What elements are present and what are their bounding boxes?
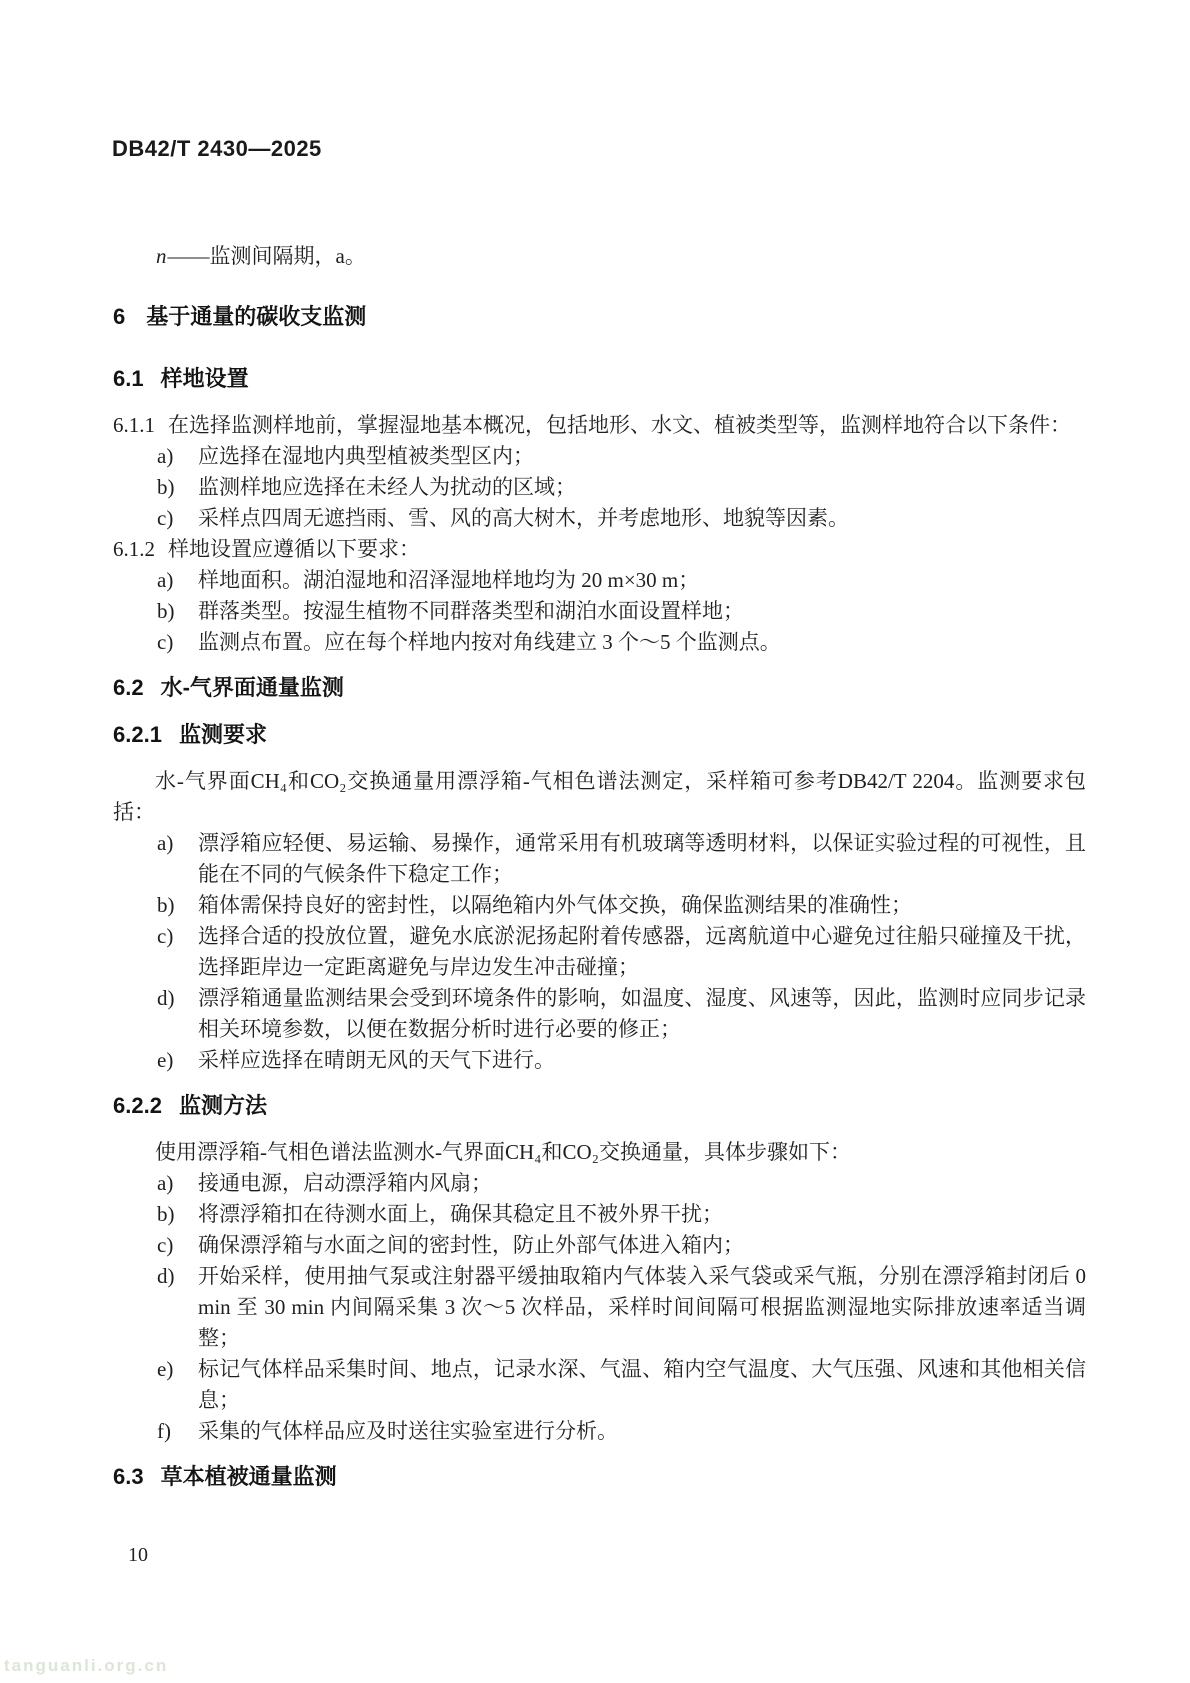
list-item-text: 将漂浮箱扣在待测水面上，确保其稳定且不被外界干扰； <box>198 1202 723 1226</box>
list-item <box>113 1416 1086 1447</box>
list-item <box>113 1230 1086 1261</box>
clause-6-1-2-list <box>113 565 1086 658</box>
list-item-label: a) <box>157 444 174 468</box>
clause-6-1-1-number: 6.1.1 <box>113 413 155 437</box>
section-6-1-heading <box>113 363 1086 394</box>
list-item <box>113 921 1086 983</box>
clause-6-1-2-text: 样地设置应遵循以下要求： <box>168 537 420 561</box>
clause-6-2-1-list <box>113 828 1086 1076</box>
list-item <box>113 565 1086 596</box>
list-item-label: a) <box>157 831 174 855</box>
section-6-2-number: 6.2 <box>113 675 144 700</box>
document-code-header: DB42/T 2430—2025 <box>112 136 322 161</box>
clause-6-2-2-list <box>113 1168 1086 1447</box>
section-6-2-2-heading <box>113 1090 1086 1121</box>
list-item-text: 漂浮箱应轻便、易运输、易操作，通常采用有机玻璃等透明材料，以保证实验过程的可视性，且能在不同的气候条件下稳定工作； <box>198 831 1086 886</box>
list-item-text: 监测点布置。应在每个样地内按对角线建立 3 个～5 个监测点。 <box>198 630 781 654</box>
list-item <box>113 596 1086 627</box>
symbol-variable: n <box>156 244 167 268</box>
list-item-text: 监测样地应选择在未经人为扰动的区域； <box>198 475 576 499</box>
section-6-2-1-heading <box>113 719 1086 750</box>
list-item <box>113 441 1086 472</box>
section-6-2-2-number: 6.2.2 <box>113 1093 162 1118</box>
paragraph-6-2-1: 水-气界面CH₄和CO₂交换通量用漂浮箱-气相色谱法测定，采样箱可参考DB42/T 2204。监测要求包括： <box>113 769 1086 824</box>
list-item <box>113 627 1086 658</box>
symbol-separator: —— <box>167 244 210 268</box>
section-6-2-title: 水-气界面通量监测 <box>160 675 344 700</box>
list-item-text: 标记气体样品采集时间、地点，记录水深、气温、箱内空气温度、大气压强、风速和其他相关信息； <box>198 1357 1086 1412</box>
list-item-text: 采样点四周无遮挡雨、雪、风的高大树木，并考虑地形、地貌等因素。 <box>198 506 849 530</box>
list-item-text: 应选择在湿地内典型植被类型区内； <box>198 444 534 468</box>
list-item <box>113 472 1086 503</box>
list-item-text: 漂浮箱通量监测结果会受到环境条件的影响，如温度、湿度、风速等，因此，监测时应同步记录相关环境参数，以便在数据分析时进行必要的修正； <box>198 986 1086 1041</box>
list-item-label: b) <box>157 599 175 623</box>
page-content <box>113 241 1086 1508</box>
list-item-label: d) <box>157 986 175 1010</box>
section-6-3-title: 草本植被通量监测 <box>160 1464 337 1489</box>
symbol-definition-line <box>113 241 1086 272</box>
symbol-description: 监测间隔期，a。 <box>209 244 366 268</box>
list-item-label: c) <box>157 506 174 530</box>
list-item-label: c) <box>157 630 174 654</box>
section-6-title: 基于通量的碳收支监测 <box>146 304 367 329</box>
watermark: tanguanli.org.cn <box>4 1656 169 1675</box>
section-6-3-heading <box>113 1461 1086 1492</box>
list-item <box>113 503 1086 534</box>
list-item <box>113 1045 1086 1076</box>
list-item-text: 箱体需保持良好的密封性，以隔绝箱内外气体交换，确保监测结果的准确性； <box>198 893 912 917</box>
clause-6-1-1-list <box>113 441 1086 534</box>
list-item-text: 确保漂浮箱与水面之间的密封性，防止外部气体进入箱内； <box>198 1233 744 1257</box>
list-item-text: 开始采样，使用抽气泵或注射器平缓抽取箱内气体装入采气袋或采气瓶，分别在漂浮箱封闭后 0 min 至 30 min 内间隔采集 3 次～5 次样品，采样时间间隔可根据监测湿地实际排放速率适当调整； <box>198 1264 1086 1350</box>
list-item-label: e) <box>157 1357 174 1381</box>
list-item-label: f) <box>157 1419 171 1443</box>
section-6-2-heading <box>113 672 1086 703</box>
list-item <box>113 1354 1086 1416</box>
list-item-label: a) <box>157 568 174 592</box>
list-item-label: e) <box>157 1048 174 1072</box>
list-item-text: 采样应选择在晴朗无风的天气下进行。 <box>198 1048 555 1072</box>
list-item-label: d) <box>157 1264 175 1288</box>
list-item <box>113 1168 1086 1199</box>
clause-6-1-2-number: 6.1.2 <box>113 537 155 561</box>
section-6-2-2-title: 监测方法 <box>178 1093 267 1118</box>
list-item-text: 接通电源，启动漂浮箱内风扇； <box>198 1171 492 1195</box>
section-6-3-number: 6.3 <box>113 1464 144 1489</box>
clause-6-1-2 <box>113 534 1086 565</box>
list-item <box>113 828 1086 890</box>
list-item-label: c) <box>157 1233 174 1257</box>
list-item-label: b) <box>157 475 175 499</box>
list-item-text: 群落类型。按湿生植物不同群落类型和湖泊水面设置样地； <box>198 599 744 623</box>
clause-6-1-1-text: 在选择监测样地前，掌握湿地基本概况，包括地形、水文、植被类型等，监测样地符合以下条件： <box>168 413 1071 437</box>
list-item-label: b) <box>157 1202 175 1226</box>
list-item <box>113 1261 1086 1354</box>
list-item-label: c) <box>157 924 174 948</box>
list-item-label: a) <box>157 1171 174 1195</box>
list-item <box>113 1199 1086 1230</box>
paragraph-6-2-2: 使用漂浮箱-气相色谱法监测水-气界面CH₄和CO₂交换通量，具体步骤如下： <box>155 1140 851 1164</box>
list-item-label: b) <box>157 893 175 917</box>
section-6-number: 6 <box>113 304 126 329</box>
clause-6-1-1 <box>113 410 1086 441</box>
list-item-text: 选择合适的投放位置，避免水底淤泥扬起附着传感器，远离航道中心避免过往船只碰撞及干扰，选择距岸边一定距离避免与岸边发生冲击碰撞； <box>198 924 1086 979</box>
page-number: 10 <box>128 1544 148 1566</box>
section-6-1-title: 样地设置 <box>160 366 249 391</box>
section-6-2-1-number: 6.2.1 <box>113 722 162 747</box>
list-item-text: 样地面积。湖泊湿地和沼泽湿地样地均为 20 m×30 m； <box>198 568 700 592</box>
list-item <box>113 890 1086 921</box>
section-6-2-1-title: 监测要求 <box>178 722 267 747</box>
list-item <box>113 983 1086 1045</box>
section-6-1-number: 6.1 <box>113 366 144 391</box>
list-item-text: 采集的气体样品应及时送往实验室进行分析。 <box>198 1419 618 1443</box>
section-6-heading <box>113 301 1086 332</box>
